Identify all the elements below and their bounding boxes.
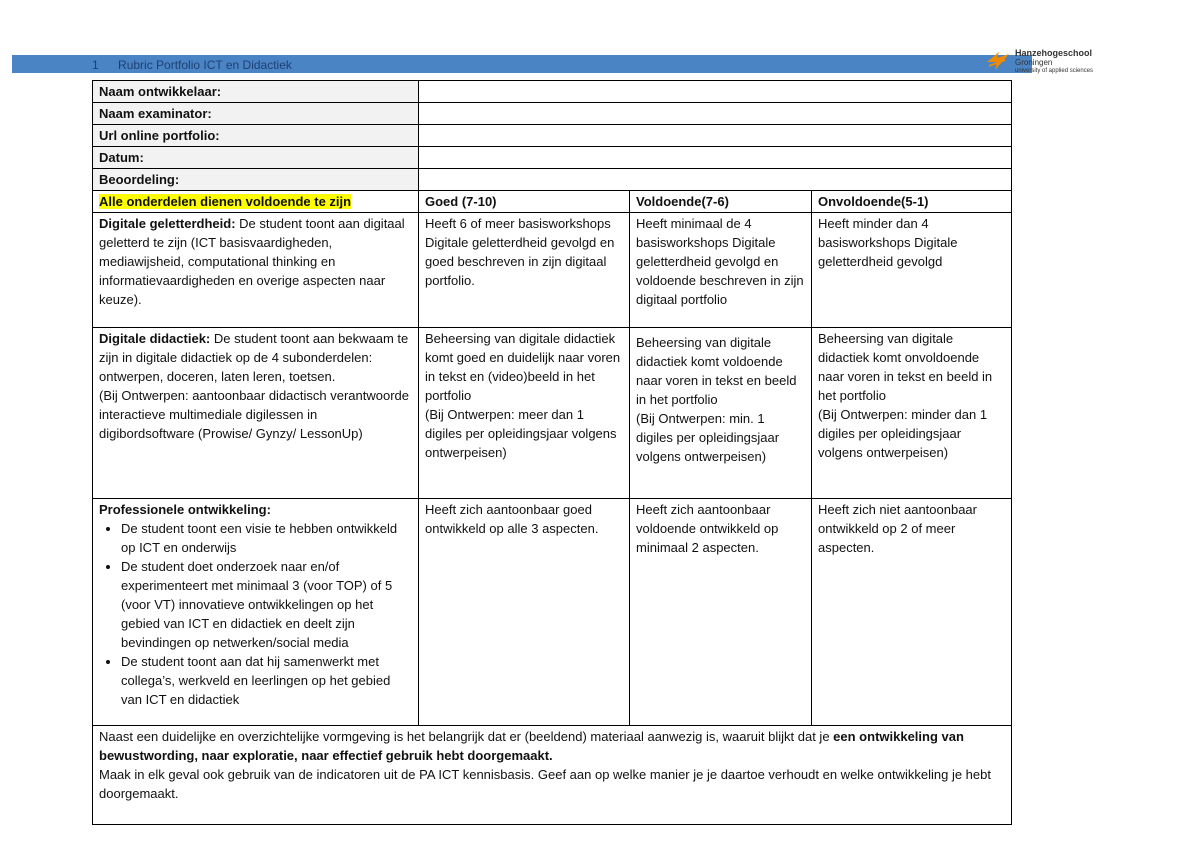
criterion-cell [93,213,419,328]
criterion-row-professional-development [93,499,1012,726]
footer-row [93,726,1012,825]
logo-line-3: university of applied sciences [1015,68,1094,74]
cell-note: (Bij Ontwerpen: min. 1 digiles per opleidingsjaar volgens ontwerpeisen) [636,411,780,464]
cell-good [419,328,630,499]
page-header [92,58,292,72]
bullet-item: • De student doet onderzoek naar en/of experimenteert met minimaal 3 (voor TOP) of 5 (voor VT) innovatieve ontwikkelingen op het gebied van ICT en didactiek en deelt zijn bevindingen op netwerken/social media [121,557,412,652]
footer-paragraph-2: Maak in elk geval ook gebruik van de indicatoren uit de PA ICT kennisbasis. Geef aan op welke manier je je daartoe verhoudt en welke ontwikkeling je hebt doorgemaakt. [99,767,991,801]
cell-note: (Bij Ontwerpen: meer dan 1 digiles per opleidingsjaar volgens ontwerpeisen) [425,407,617,460]
info-value-assessment[interactable] [419,169,1012,191]
info-label: Naam examinator: [93,103,419,125]
cell-text: Beheersing van digitale didactiek komt onvoldoende naar voren in tekst en beeld in het portfolio [818,331,993,403]
criterion-description: De student toont aan bekwaam te zijn in digitale didactiek op de 4 subonderdelen: ontwerpen, doceren, laten leren, toetsen. [99,331,409,384]
criterion-row-digital-literacy [93,213,1012,328]
info-label: Datum: [93,147,419,169]
criterion-row-digital-didactics [93,328,1012,499]
criterion-title: Digitale didactiek: [99,331,211,346]
logo-mark-icon [985,48,1011,74]
criterion-title: Digitale geletterdheid: [99,216,236,231]
cell-sufficient [630,328,812,499]
cell-sufficient: Heeft zich aantoonbaar voldoende ontwikkeld op minimaal 2 aspecten. [630,499,812,726]
footer-note [93,726,1012,825]
cell-insufficient [812,328,1012,499]
rubric-table [92,80,1012,825]
footer-text-bold: een ontwikkeling van bewustwording, naar exploratie, naar effectief gebruik hebt doorgemaakt. [99,729,964,763]
cell-text: Beheersing van digitale didactiek komt goed en duidelijk naar voren in tekst en (video)beeld in het portfolio [425,331,621,403]
info-label: Url online portfolio: [93,125,419,147]
info-label: Beoordeling: [93,169,419,191]
criterion-title: Professionele ontwikkeling: [99,502,271,517]
column-header-row [93,191,1012,213]
criterion-description-note: (Bij Ontwerpen: aantoonbaar didactisch verantwoorde interactieve multimediale digilessen in digibordsoftware (Prowise/ Gynzy/ LessonUp) [99,388,410,441]
col-header-good: Goed (7-10) [419,191,630,213]
info-label: Naam ontwikkelaar: [93,81,419,103]
footer-paragraph-1 [99,727,1005,765]
info-value-developer[interactable] [419,81,1012,103]
cell-text: Beheersing van digitale didactiek komt voldoende naar voren in tekst en beeld in het portfolio [636,335,797,407]
cell-sufficient: Heeft minimaal de 4 basisworkshops Digitale geletterdheid gevolgd en voldoende beschreven in zijn digitaal portfolio [630,213,812,328]
cell-good: Heeft zich aantoonbaar goed ontwikkeld op alle 3 aspecten. [419,499,630,726]
footer-text: Naast een duidelijke en overzichtelijke vormgeving is het belangrijk dat er (beeldend) materiaal aanwezig is, waaruit blijkt dat je [99,729,834,744]
criterion-description: De student toont aan digitaal geletterd te zijn (ICT basisvaardigheden, mediawijsheid, computational thinking en informatievaardigheden en overige aspecten naar keuze). [99,216,405,307]
info-value-date[interactable] [419,147,1012,169]
page-number: 1 [92,58,99,72]
cell-note: (Bij Ontwerpen: minder dan 1 digiles per opleidingsjaar volgens ontwerpeisen) [818,407,988,460]
criterion-cell [93,328,419,499]
info-row-assessment [93,169,1012,191]
logo-line-1: Hanzehogeschool [1015,48,1093,58]
criterion-cell [93,499,419,726]
intro-cell [93,191,419,213]
bullet-item: • De student toont een visie te hebben ontwikkeld op ICT en onderwijs [121,519,412,557]
info-row-url [93,125,1012,147]
info-value-examiner[interactable] [419,103,1012,125]
info-row-developer [93,81,1012,103]
info-row-examiner [93,103,1012,125]
cell-insufficient: Heeft zich niet aantoonbaar ontwikkeld op 2 of meer aspecten. [812,499,1012,726]
bullet-item: • De student toont aan dat hij samenwerkt met collega’s, werkveld en leerlingen op het gebied van ICT en didactiek [121,652,412,709]
page-title: Rubric Portfolio ICT en Didactiek [118,58,292,72]
col-header-insufficient: Onvoldoende(5-1) [812,191,1012,213]
hanze-logo [985,46,1105,80]
info-row-date [93,147,1012,169]
criterion-bullet-list [99,519,412,709]
intro-highlight: Alle onderdelen dienen voldoende te zijn [99,194,352,209]
info-value-url[interactable] [419,125,1012,147]
cell-good: Heeft 6 of meer basisworkshops Digitale geletterdheid gevolgd en goed beschreven in zijn digitaal portfolio. [419,213,630,328]
cell-insufficient: Heeft minder dan 4 basisworkshops Digitale geletterdheid gevolgd [812,213,1012,328]
logo-line-2: Groningen [1015,58,1053,67]
col-header-sufficient: Voldoende(7-6) [630,191,812,213]
